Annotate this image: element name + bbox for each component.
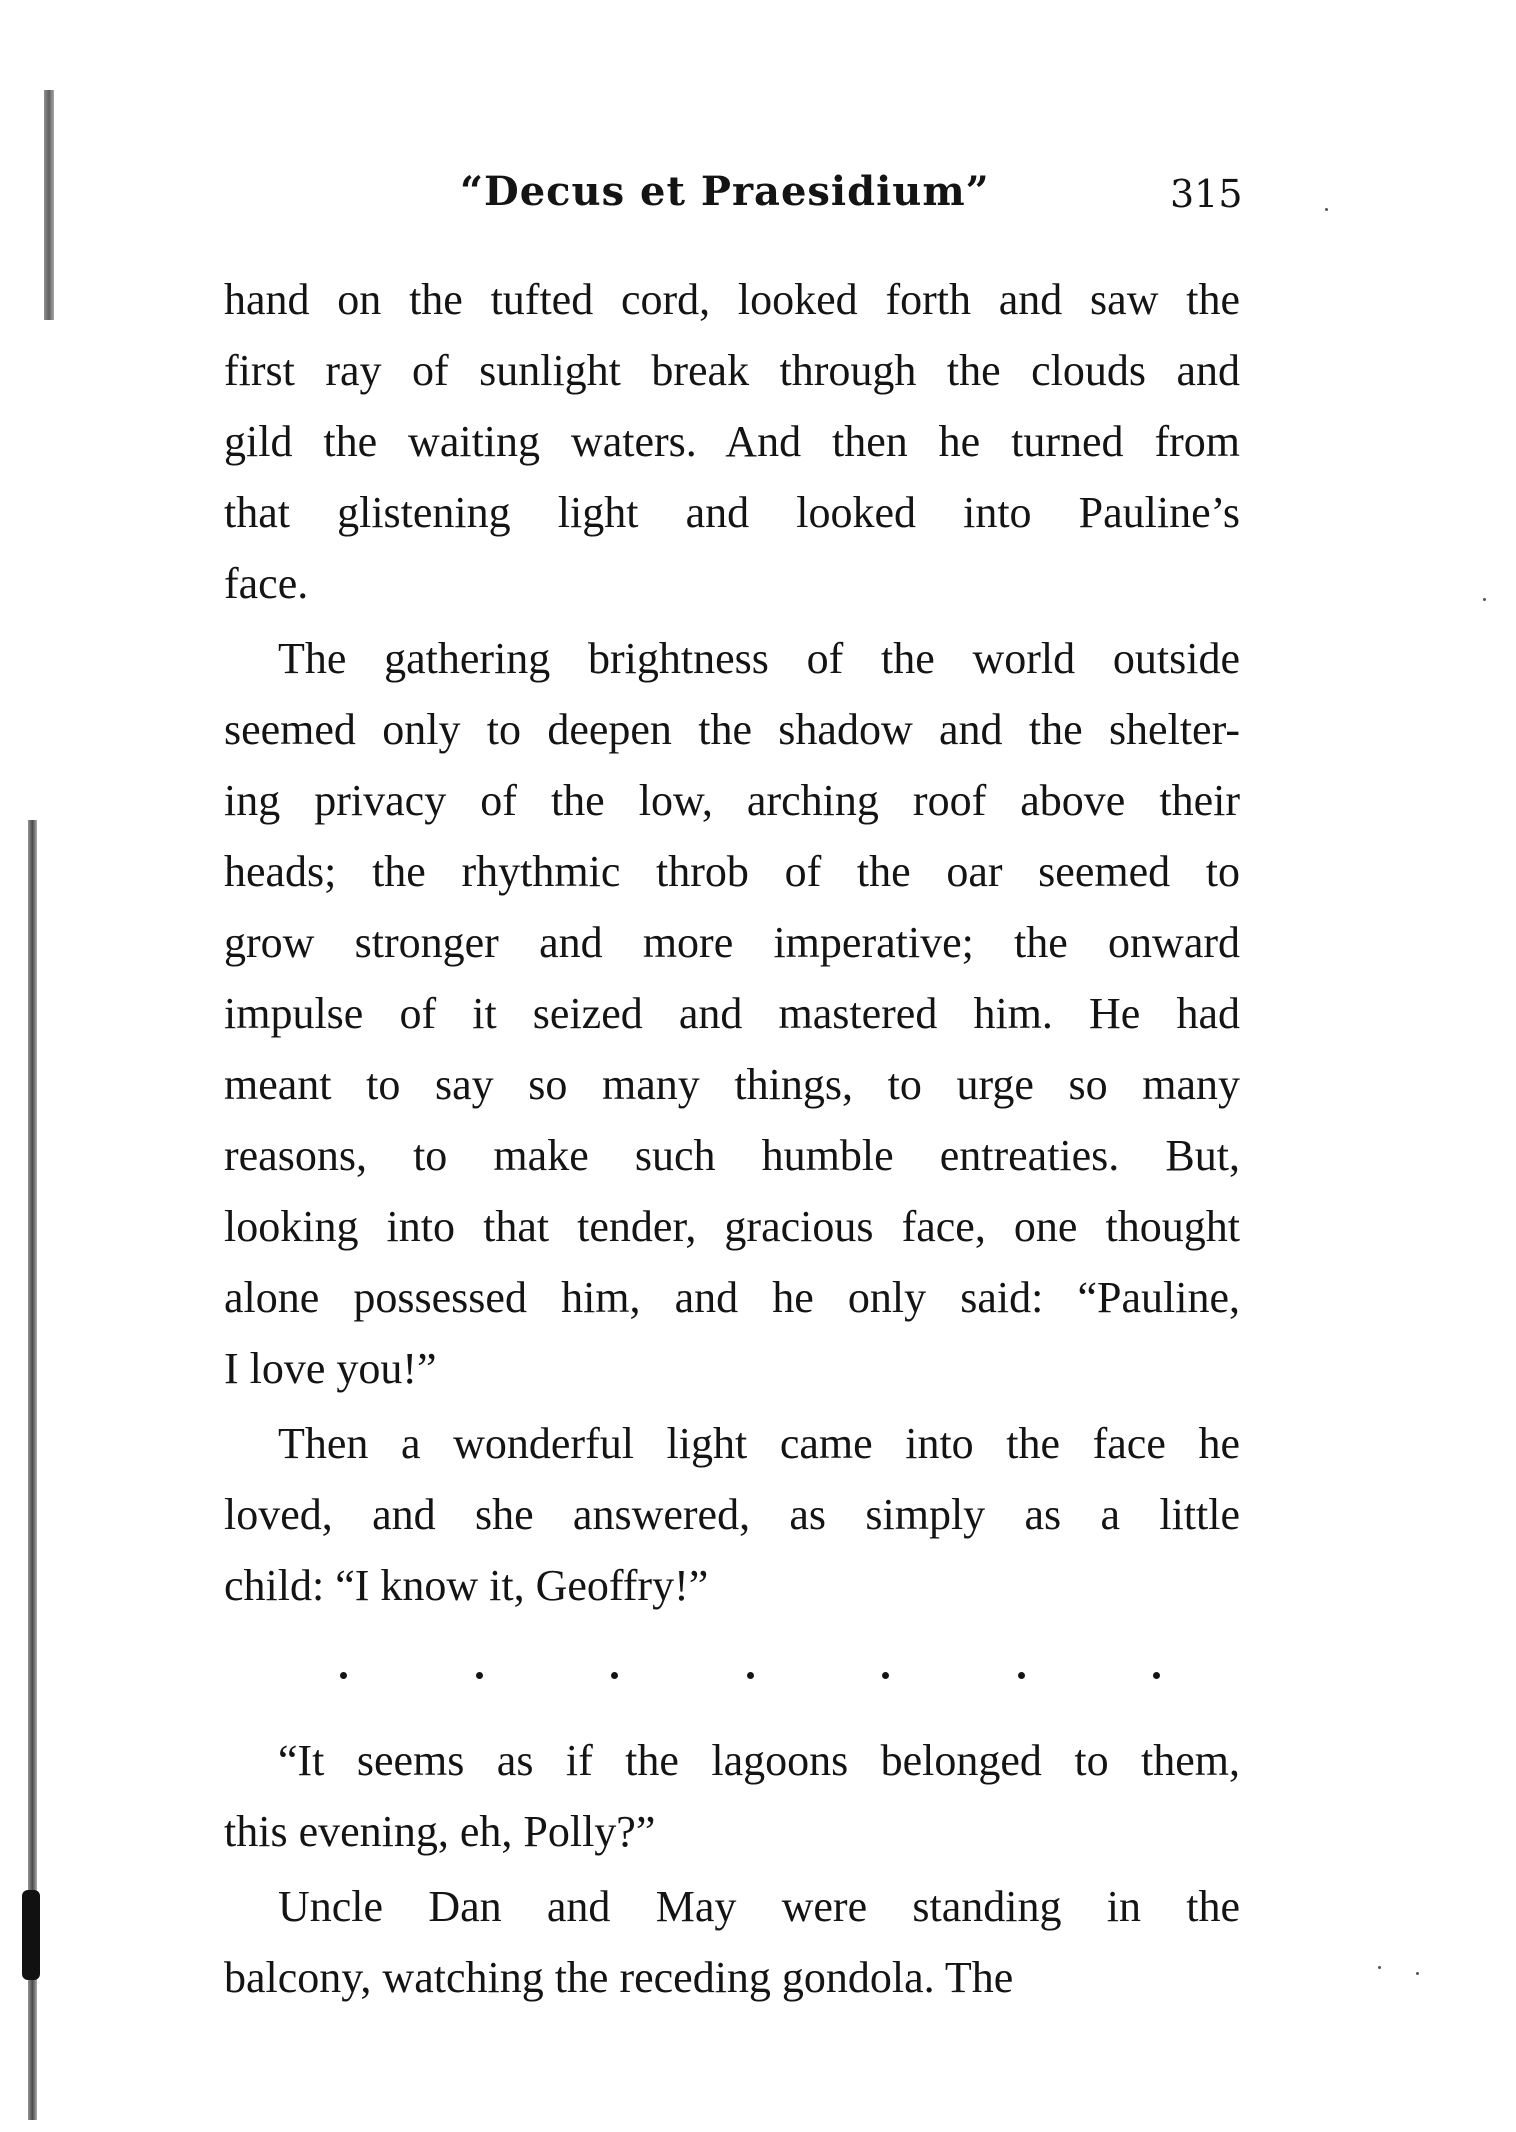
paragraph (224, 1725, 1240, 1867)
paper-speck (1378, 1966, 1381, 1969)
binding-blot (22, 1890, 40, 1980)
text-line: I love you!” (224, 1344, 437, 1393)
text-line: child: “I know it, Geoffry!” (224, 1561, 709, 1610)
text-line: grow stronger and more imperative; the onward (224, 918, 1240, 967)
section-break-dot (476, 1672, 483, 1679)
running-head (220, 168, 1243, 238)
text-line: gild the waiting waters. And then he turned from (224, 417, 1240, 466)
text-line: that glistening light and looked into Pauline’s (224, 488, 1240, 537)
text-line: “It seems as if the lagoons belonged to them, (278, 1736, 1240, 1785)
section-break-dot (747, 1672, 754, 1679)
paragraph-gap (224, 2013, 1240, 2017)
paragraph (224, 1408, 1240, 1621)
text-line: seemed only to deepen the shadow and the shelter- (224, 705, 1240, 754)
text-line: Uncle Dan and May were standing in the (278, 1882, 1240, 1931)
text-line: this evening, eh, Polly?” (224, 1807, 656, 1856)
running-head-title: “Decus et Praesidium” (460, 168, 990, 215)
section-break-dot (340, 1672, 347, 1679)
section-break-dot (1153, 1672, 1160, 1679)
text-line: heads; the rhythmic throb of the oar seemed to (224, 847, 1240, 896)
paper-speck (1416, 1972, 1419, 1975)
text-line: meant to say so many things, to urge so many (224, 1060, 1240, 1109)
text-line: hand on the tufted cord, looked forth and saw the (224, 275, 1240, 324)
text-line: ing privacy of the low, arching roof above their (224, 776, 1240, 825)
text-line: Then a wonderful light came into the face he (278, 1419, 1240, 1468)
text-line: face. (224, 559, 309, 608)
paragraph (224, 623, 1240, 1404)
text-line: The gathering brightness of the world outside (278, 634, 1240, 683)
section-break (224, 1625, 1240, 1725)
paper-speck (1325, 208, 1328, 211)
text-line: first ray of sunlight break through the clouds and (224, 346, 1240, 395)
text-line: balcony, watching the receding gondola. The (224, 1953, 1014, 2002)
binding-shadow-top (44, 90, 54, 320)
paper-speck (1483, 598, 1486, 601)
text-line: reasons, to make such humble entreaties. But, (224, 1131, 1240, 1180)
section-break-dot (1018, 1672, 1025, 1679)
paragraph (224, 264, 1240, 619)
section-break-dot (611, 1672, 618, 1679)
text-line: loved, and she answered, as simply as a little (224, 1490, 1240, 1539)
paragraph (224, 1871, 1240, 2013)
text-line: impulse of it seized and mastered him. He had (224, 989, 1240, 1038)
body-text (224, 264, 1240, 2017)
text-line: looking into that tender, gracious face, one thought (224, 1202, 1240, 1251)
text-line: alone possessed him, and he only said: “Pauline, (224, 1273, 1240, 1322)
page-number: 315 (1170, 172, 1243, 216)
section-break-dot (882, 1672, 889, 1679)
